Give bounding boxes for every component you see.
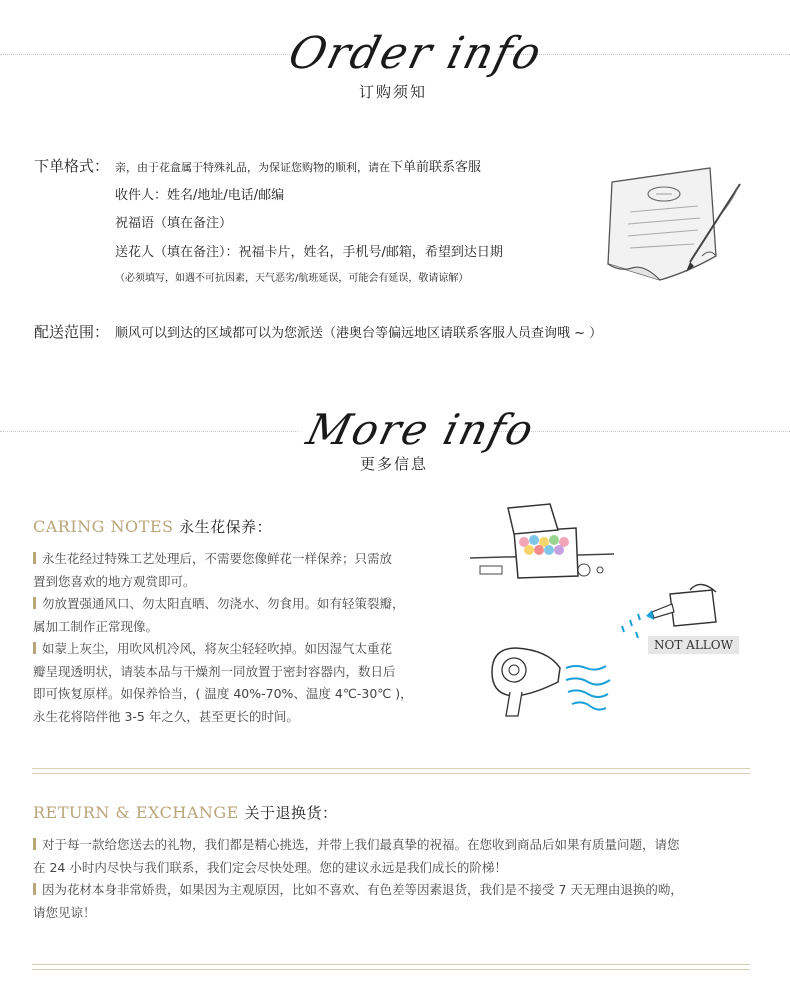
return-line: 请您见谅！ — [33, 904, 96, 920]
hair-dryer-icon — [486, 642, 614, 718]
caring-heading-zh: 永生花保养： — [179, 518, 273, 536]
return-text — [33, 834, 753, 924]
more-info-subtitle: 更多信息 — [360, 455, 429, 473]
format-label: 下单格式： — [34, 157, 110, 175]
flower-box-icon — [468, 498, 618, 588]
bullet-bar — [33, 838, 36, 850]
caring-line: 置到您喜欢的地方观赏即可。 — [33, 573, 196, 589]
return-line: 对于每一款给您送去的礼物，我们都是精心挑选，并带上我们最真挚的祝福。在您收到商品后如果有质量问题，请您 — [42, 837, 680, 852]
caring-line: 永生花经过特殊工艺处理后，不需要您像鲜花一样保养；只需放 — [42, 551, 393, 566]
delivery-label: 配送范围： — [34, 323, 110, 341]
section-divider — [32, 964, 750, 970]
format-line1 — [115, 156, 481, 175]
bullet-bar — [33, 883, 36, 895]
order-info-script-title: Order info — [283, 28, 548, 79]
bullet-bar — [33, 597, 36, 609]
return-heading-zh: 关于退换货： — [244, 804, 338, 822]
caring-line: 属加工制作正常现像。 — [33, 618, 159, 634]
caring-line: 瓣呈现透明状，请装本品与干燥剂一同放置于密封容器内，数日后 — [33, 663, 396, 679]
return-line: 在 24 小时内尽快与我们联系，我们定会尽快处理。您的建议永远是我们成长的阶梯！ — [33, 859, 507, 875]
more-info-script-title: More info — [301, 405, 540, 454]
divider-dotted — [492, 431, 790, 432]
caring-line: 即可恢复原样。如保养恰当，( 温度 40%-70%、温度 4℃-30℃ )， — [33, 686, 413, 701]
return-heading — [33, 802, 337, 823]
watering-can-icon — [616, 580, 728, 640]
return-line: 因为花材本身非常娇贵，如果因为主观原因，比如不喜欢、有色差等因素退货，我们是不接受 7 天无理由退换的呦， — [42, 882, 683, 897]
section-divider — [32, 768, 750, 774]
bullet-bar — [33, 642, 36, 654]
caring-line: 如蒙上灰尘，用吹风机冷风，将灰尘轻轻吹掉。如因湿气太重花 — [42, 641, 393, 656]
divider-dotted — [498, 54, 790, 55]
caring-heading — [33, 516, 272, 537]
caring-line: 永生花将陪伴彵 3-5 年之久，甚至更长的时间。 — [33, 708, 299, 724]
format-line1-text: 亲，由于花盒属于特殊礼品，为保证您购物的顺利，请在 — [115, 161, 390, 174]
format-line1-emphasis: 下单前联系客服 — [390, 160, 482, 175]
caring-line: 勿放置强通风口、勿太阳直晒、勿浇水、勿食用。如有轻策裂瓣， — [42, 596, 405, 611]
return-heading-en: RETURN & EXCHANGE — [33, 803, 239, 822]
delivery-text: 顺风可以到达的区域都可以为您派送（港奥台等偏远地区请联系客服人员查询哦 ~ ） — [115, 326, 603, 341]
blessing-line: 祝福语（填在备注） — [115, 216, 233, 231]
document-quill-icon — [598, 160, 748, 285]
bullet-bar — [33, 552, 36, 564]
caring-heading-en: CARING NOTES — [33, 517, 174, 536]
notice-line: （必须填写，如遇不可抗因素，天气恶劣/航班延误，可能会有延误，敬请谅解） — [115, 273, 469, 284]
caring-text — [33, 548, 453, 728]
sender-line: 送花人（填在备注）：祝福卡片，姓名，手机号/邮箱，希望到达日期 — [115, 245, 503, 260]
divider-dotted — [0, 54, 290, 55]
not-allow-badge: NOT ALLOW — [648, 636, 739, 654]
order-info-subtitle: 订购须知 — [359, 83, 428, 101]
divider-dotted — [0, 431, 298, 432]
recipient-line: 收件人：姓名/地址/电话/邮编 — [115, 188, 285, 203]
